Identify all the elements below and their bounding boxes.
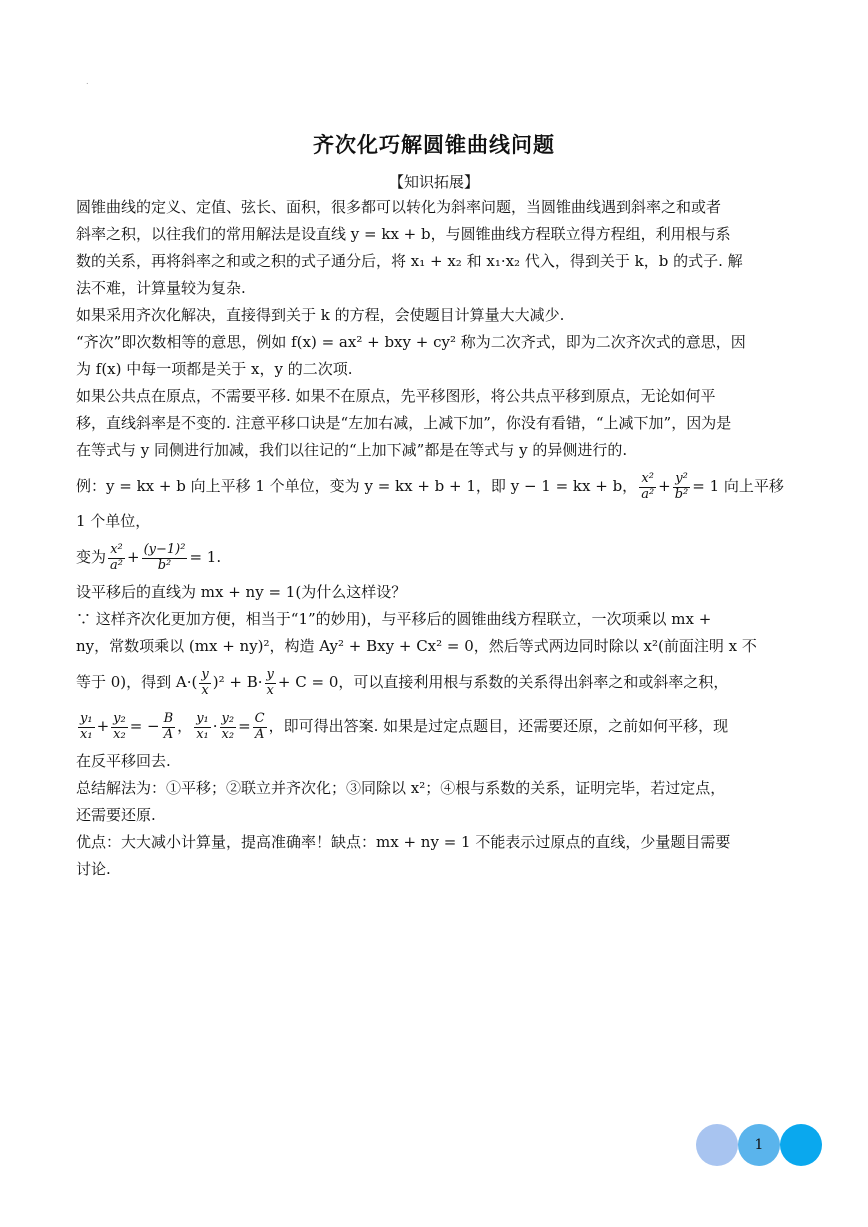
text-run: 例：y = kx + b 向上平移 1 个单位，变为 y = kx + b + 1，即 y − 1 = kx + b， bbox=[76, 477, 638, 495]
fraction bbox=[194, 712, 211, 743]
text-run: + C = 0，可以直接利用根与系数的关系得出斜率之和或斜率之积， bbox=[277, 673, 729, 691]
article-body bbox=[76, 194, 798, 883]
text-line: ∵ 这样齐次化更加方便，相当于“1”的妙用)，与平移后的圆锥曲线方程联立，一次项乘以 mx + bbox=[76, 610, 712, 628]
operator: · bbox=[212, 717, 218, 735]
operator: = − bbox=[129, 717, 160, 735]
text-line bbox=[76, 535, 798, 579]
denominator: x bbox=[266, 682, 274, 698]
text-line: 总结解法为：①平移；②联立并齐次化；③同除以 x²；④根与系数的关系，证明完毕，若过定点， bbox=[76, 779, 726, 797]
numerator: y bbox=[266, 666, 274, 682]
text-line: 1 个单位， bbox=[76, 512, 151, 530]
numerator: y₁ bbox=[80, 710, 93, 726]
text-line: 等于 0)，得到 A·( $\frac{y}{x}$ )² + B· $\frac{y}{x}$ + C = 0，可以直接利用根与系数的关系得出斜率之和或斜率之积， bbox=[76, 666, 729, 698]
text-line: 在反平移回去. bbox=[76, 752, 171, 770]
paragraph-summary bbox=[76, 775, 798, 829]
operator: = bbox=[238, 717, 251, 735]
paragraph-definition bbox=[76, 329, 798, 383]
page-title: 齐次化巧解圆锥曲线问题 bbox=[313, 133, 555, 157]
denominator: A bbox=[254, 726, 265, 742]
paragraph-intro bbox=[76, 194, 798, 302]
text-line: 移，直线斜率是不变的. 注意平移口诀是“左加右减，上减下加”，你没有看错，“上减下加”，因为是 bbox=[76, 414, 732, 432]
fraction bbox=[265, 668, 276, 699]
text-line: 法不难，计算量较为复杂. bbox=[76, 279, 246, 297]
text-line: 圆锥曲线的定义、定值、弦长、面积，很多都可以转化为斜率问题，当圆锥曲线遇到斜率之和或者 bbox=[76, 198, 722, 216]
text-line bbox=[76, 704, 798, 748]
text-line: 在等式与 y 同侧进行加减，我们以往记的“上加下减”都是在等式与 y 的异侧进行的. bbox=[76, 441, 628, 459]
text-line: ny，常数项乘以 (mx + ny)²，构造 Ay² + Bxy + Cx² = 0，然后等式两边同时除以 x²(前面注明 x 不 bbox=[76, 637, 757, 655]
fraction bbox=[142, 543, 188, 574]
text-line bbox=[76, 464, 798, 508]
fraction bbox=[108, 543, 125, 574]
page-indicator bbox=[696, 1124, 822, 1166]
fraction bbox=[162, 712, 176, 743]
operator: ， bbox=[177, 717, 193, 735]
numerator: y² bbox=[673, 472, 691, 488]
numerator: C bbox=[254, 710, 265, 726]
denominator: a² bbox=[110, 557, 123, 573]
text-run: 等于 0)，得到 A· bbox=[76, 673, 192, 691]
text-line: 设平移后的直线为 mx + ny = 1(为什么这样设？ bbox=[76, 583, 407, 601]
fraction bbox=[111, 712, 128, 743]
text-run: ，即可得出答案. 如果是过定点题目，还需要还原，之前如何平移，现 bbox=[268, 717, 729, 735]
paragraph-setup bbox=[76, 579, 798, 606]
text-run: ² + B· bbox=[218, 673, 263, 691]
fraction bbox=[220, 712, 237, 743]
denominator: a² bbox=[641, 486, 655, 502]
operator: + bbox=[658, 477, 671, 495]
text-line: 还需要还原. bbox=[76, 806, 156, 824]
denominator: x₁ bbox=[196, 726, 209, 742]
denominator: b² bbox=[157, 557, 172, 573]
decor-circle-left bbox=[696, 1124, 738, 1166]
text-run: = 1. bbox=[189, 548, 222, 566]
paragraph-homogenize bbox=[76, 302, 798, 329]
fraction bbox=[199, 668, 210, 699]
section-label: 【知识拓展】 bbox=[388, 173, 479, 191]
denominator: x₁ bbox=[80, 726, 93, 742]
operator: + bbox=[126, 548, 140, 566]
text-line: 如果公共点在原点，不需要平移. 如果不在原点，先平移图形，将公共点平移到原点，无论如何平 bbox=[76, 387, 716, 405]
text-line: 数的关系，再将斜率之和或之积的式子通分后，将 x₁ + x₂ 和 x₁·x₂ 代入，得到关于 k，b 的式子. 解 bbox=[76, 252, 743, 270]
numerator: y₂ bbox=[113, 710, 126, 726]
fraction bbox=[78, 712, 95, 743]
text-run: = 1 向上平移 bbox=[692, 477, 784, 495]
denominator: b² bbox=[674, 486, 689, 502]
text-line: 优点：大大减小计算量，提高准确率！缺点：mx + ny = 1 不能表示过原点的直线，少量题目需要 bbox=[76, 833, 731, 851]
numerator: y₁ bbox=[196, 710, 209, 726]
fraction bbox=[639, 472, 656, 503]
text-line: 讨论. bbox=[76, 860, 111, 878]
decor-circle-right bbox=[780, 1124, 822, 1166]
paragraph-result bbox=[76, 535, 798, 579]
text-line: 斜率之积，以往我们的常用解法是设直线 y = kx + b，与圆锥曲线方程联立得方程组，利用根与系 bbox=[76, 225, 731, 243]
denominator: x₂ bbox=[113, 726, 126, 742]
operator: + bbox=[96, 717, 110, 735]
corner-mark: . bbox=[86, 77, 89, 86]
paragraph-pros-cons bbox=[76, 829, 798, 883]
denominator: x₂ bbox=[221, 726, 235, 742]
text-line: 如果采用齐次化解决，直接得到关于 k 的方程，会使题目计算量大大减少. bbox=[76, 306, 565, 324]
denominator: A bbox=[163, 726, 174, 742]
numerator: y₂ bbox=[221, 710, 235, 726]
fraction bbox=[673, 472, 691, 503]
text-run: 变为 bbox=[76, 548, 107, 566]
numerator: B bbox=[163, 710, 174, 726]
numerator: x² bbox=[639, 472, 656, 488]
paragraph-translation bbox=[76, 383, 798, 464]
fraction bbox=[253, 712, 267, 743]
numerator: y bbox=[201, 666, 209, 682]
page-number: 1 bbox=[754, 1137, 764, 1153]
paragraph-example bbox=[76, 464, 798, 535]
numerator: x² bbox=[108, 543, 125, 559]
text-line: 为 f(x) 中每一项都是关于 x，y 的二次项. bbox=[76, 360, 353, 378]
text-line: “齐次”即次数相等的意思，例如 f(x) = ax² + bxy + cy² 称为二次齐式，即为二次齐次式的意思，因 bbox=[76, 333, 746, 351]
denominator: x bbox=[201, 682, 209, 698]
numerator: (y−1)² bbox=[143, 541, 186, 557]
paragraph-reason bbox=[76, 606, 798, 775]
